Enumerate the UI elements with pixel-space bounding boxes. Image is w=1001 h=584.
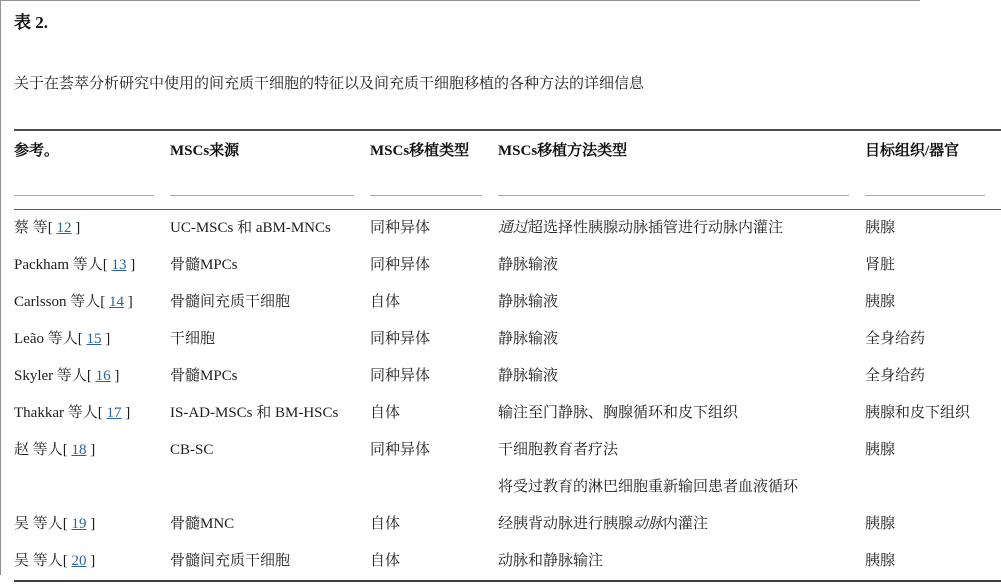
cell-transplant-type xyxy=(370,432,498,506)
cell-mscs-source xyxy=(170,247,370,284)
cell-text: 静脉输液 xyxy=(498,368,559,384)
cell-reference xyxy=(14,247,170,284)
cell-text: 胰腺和皮下组织 xyxy=(865,405,971,421)
cell-transplant-method xyxy=(498,247,865,284)
cell-target-organ xyxy=(865,284,1001,321)
cell-text: 全身给药 xyxy=(865,331,926,347)
cell-target-organ xyxy=(865,247,1001,284)
cell-mscs-source xyxy=(170,321,370,358)
cell-text: ] xyxy=(121,405,131,421)
cell-text: IS-AD-MSCs 和 BM-HSCs xyxy=(170,405,339,421)
cell-target-organ xyxy=(865,432,1001,506)
table-row xyxy=(14,506,1001,543)
cell-text: 胰腺 xyxy=(865,442,896,458)
cell-transplant-method xyxy=(498,358,865,395)
cell-text: 同种异体 xyxy=(370,257,431,273)
cell-text: ] xyxy=(86,516,96,532)
cell-text: 将受过教育的淋巴细胞重新输回患者血液循环 xyxy=(498,479,799,495)
cell-text: 胰腺 xyxy=(865,516,896,532)
cell-text: ] xyxy=(86,442,96,458)
cell-transplant-type xyxy=(370,284,498,321)
cell-reference xyxy=(14,358,170,395)
cell-target-organ xyxy=(865,543,1001,581)
cell-mscs-source xyxy=(170,210,370,248)
cell-transplant-type xyxy=(370,395,498,432)
cell-mscs-source xyxy=(170,284,370,321)
table-row xyxy=(14,284,1001,321)
table-title: 表 2. xyxy=(14,13,48,32)
cell-text: 自体 xyxy=(370,405,401,421)
table-row xyxy=(14,321,1001,358)
cell-text: ] xyxy=(101,331,111,347)
table-caption: 关于在荟萃分析研究中使用的间充质干细胞的特征以及间充质干细胞移植的各种方法的详细信息 xyxy=(14,76,645,92)
reference-link[interactable]: 17 xyxy=(106,405,122,421)
reference-link[interactable]: 12 xyxy=(56,220,72,236)
cell-text: 通过 xyxy=(498,220,529,236)
column-header-transplant-type: MSCs移植类型 xyxy=(370,130,498,210)
column-header-transplant-method: MSCs移植方法类型 xyxy=(498,130,865,210)
cell-text: 自体 xyxy=(370,294,401,310)
table-row xyxy=(14,247,1001,284)
cell-reference xyxy=(14,432,170,506)
cell-text: ] xyxy=(86,553,96,569)
cell-text: 动脉和静脉输注 xyxy=(498,553,604,569)
cell-transplant-type xyxy=(370,210,498,248)
cell-text: 输注至门静脉、胸腺循环和皮下组织 xyxy=(498,405,739,421)
cell-text: ] xyxy=(71,220,81,236)
cell-text: 经胰背动脉进行胰腺 xyxy=(498,516,634,532)
cell-text: UC-MSCs 和 aBM-MNCs xyxy=(170,220,331,236)
cell-text: 胰腺 xyxy=(865,294,896,310)
cell-text: 全身给药 xyxy=(865,368,926,384)
cell-mscs-source xyxy=(170,432,370,506)
reference-link[interactable]: 13 xyxy=(111,257,127,273)
cell-text: Carlsson 等人[ xyxy=(14,294,109,310)
cell-text: 干细胞教育者疗法 xyxy=(498,442,619,458)
cell-text: CB-SC xyxy=(170,442,214,458)
cell-text: ] xyxy=(126,257,136,273)
cell-transplant-method xyxy=(498,432,865,506)
reference-link[interactable]: 18 xyxy=(71,442,87,458)
column-header-mscs-source: MSCs来源 xyxy=(170,130,370,210)
table-row xyxy=(14,543,1001,581)
cell-reference xyxy=(14,506,170,543)
cell-text: 骨髓MPCs xyxy=(170,257,238,273)
cell-text: Skyler 等人[ xyxy=(14,368,96,384)
cell-reference xyxy=(14,321,170,358)
cell-text: 骨髓间充质干细胞 xyxy=(170,553,291,569)
cell-text: 胰腺 xyxy=(865,220,896,236)
frame-border-top xyxy=(0,0,920,1)
cell-text: 同种异体 xyxy=(370,331,431,347)
cell-text: 同种异体 xyxy=(370,220,431,236)
cell-transplant-method xyxy=(498,321,865,358)
reference-link[interactable]: 16 xyxy=(95,368,111,384)
cell-text: ] xyxy=(110,368,120,384)
cell-mscs-source xyxy=(170,395,370,432)
reference-link[interactable]: 19 xyxy=(71,516,87,532)
reference-link[interactable]: 15 xyxy=(86,331,102,347)
frame-border-left xyxy=(0,0,1,575)
cell-target-organ xyxy=(865,358,1001,395)
cell-mscs-source xyxy=(170,506,370,543)
cell-text: 吴 等人[ xyxy=(14,516,72,532)
cell-transplant-type xyxy=(370,321,498,358)
cell-text: 肾脏 xyxy=(865,257,896,273)
cell-text: 骨髓MNC xyxy=(170,516,235,532)
cell-transplant-type xyxy=(370,543,498,581)
cell-transplant-method xyxy=(498,284,865,321)
cell-target-organ xyxy=(865,506,1001,543)
cell-reference xyxy=(14,210,170,248)
cell-reference xyxy=(14,284,170,321)
cell-text: 吴 等人[ xyxy=(14,553,72,569)
cell-transplant-method xyxy=(498,210,865,248)
table-row xyxy=(14,210,1001,248)
cell-text: 内灌注 xyxy=(663,516,709,532)
cell-reference xyxy=(14,543,170,581)
cell-text: 胰腺 xyxy=(865,553,896,569)
table-body xyxy=(14,210,1001,582)
cell-text: 骨髓MPCs xyxy=(170,368,238,384)
cell-transplant-method xyxy=(498,543,865,581)
cell-transplant-type xyxy=(370,358,498,395)
cell-text: ] xyxy=(124,294,133,310)
cell-text: 动脉 xyxy=(633,516,664,532)
cell-target-organ xyxy=(865,321,1001,358)
table-row xyxy=(14,358,1001,395)
cell-text: 超选择性胰腺动脉插管进行动脉内灌注 xyxy=(528,220,784,236)
cell-text: Packham 等人[ xyxy=(14,257,112,273)
cell-text: 同种异体 xyxy=(370,442,431,458)
cell-mscs-source xyxy=(170,543,370,581)
cell-text: Thakkar 等人[ xyxy=(14,405,107,421)
cell-transplant-method xyxy=(498,506,865,543)
cell-transplant-type xyxy=(370,506,498,543)
table-header xyxy=(14,130,1001,210)
reference-link[interactable]: 14 xyxy=(109,294,124,310)
cell-text: 赵 等人[ xyxy=(14,442,72,458)
cell-transplant-method xyxy=(498,395,865,432)
column-header-reference: 参考。 xyxy=(14,130,170,210)
cell-text: 静脉输液 xyxy=(498,331,559,347)
cell-text: 静脉输液 xyxy=(498,294,559,310)
cell-text: 自体 xyxy=(370,553,401,569)
table-row xyxy=(14,395,1001,432)
cell-text: 自体 xyxy=(370,516,401,532)
cell-text: Leão 等人[ xyxy=(14,331,87,347)
cell-text: 蔡 等[ xyxy=(14,220,57,236)
cell-reference xyxy=(14,395,170,432)
column-header-target-organ: 目标组织/器官 xyxy=(865,130,1001,210)
cell-mscs-source xyxy=(170,358,370,395)
cell-target-organ xyxy=(865,210,1001,248)
cell-text: 骨髓间充质干细胞 xyxy=(170,294,291,310)
cell-text: 同种异体 xyxy=(370,368,431,384)
cell-text: 干细胞 xyxy=(170,331,216,347)
data-table xyxy=(14,129,1001,582)
header-row xyxy=(14,130,1001,210)
reference-link[interactable]: 20 xyxy=(71,553,87,569)
cell-text: 静脉输液 xyxy=(498,257,559,273)
cell-transplant-type xyxy=(370,247,498,284)
cell-target-organ xyxy=(865,395,1001,432)
table-row xyxy=(14,432,1001,506)
